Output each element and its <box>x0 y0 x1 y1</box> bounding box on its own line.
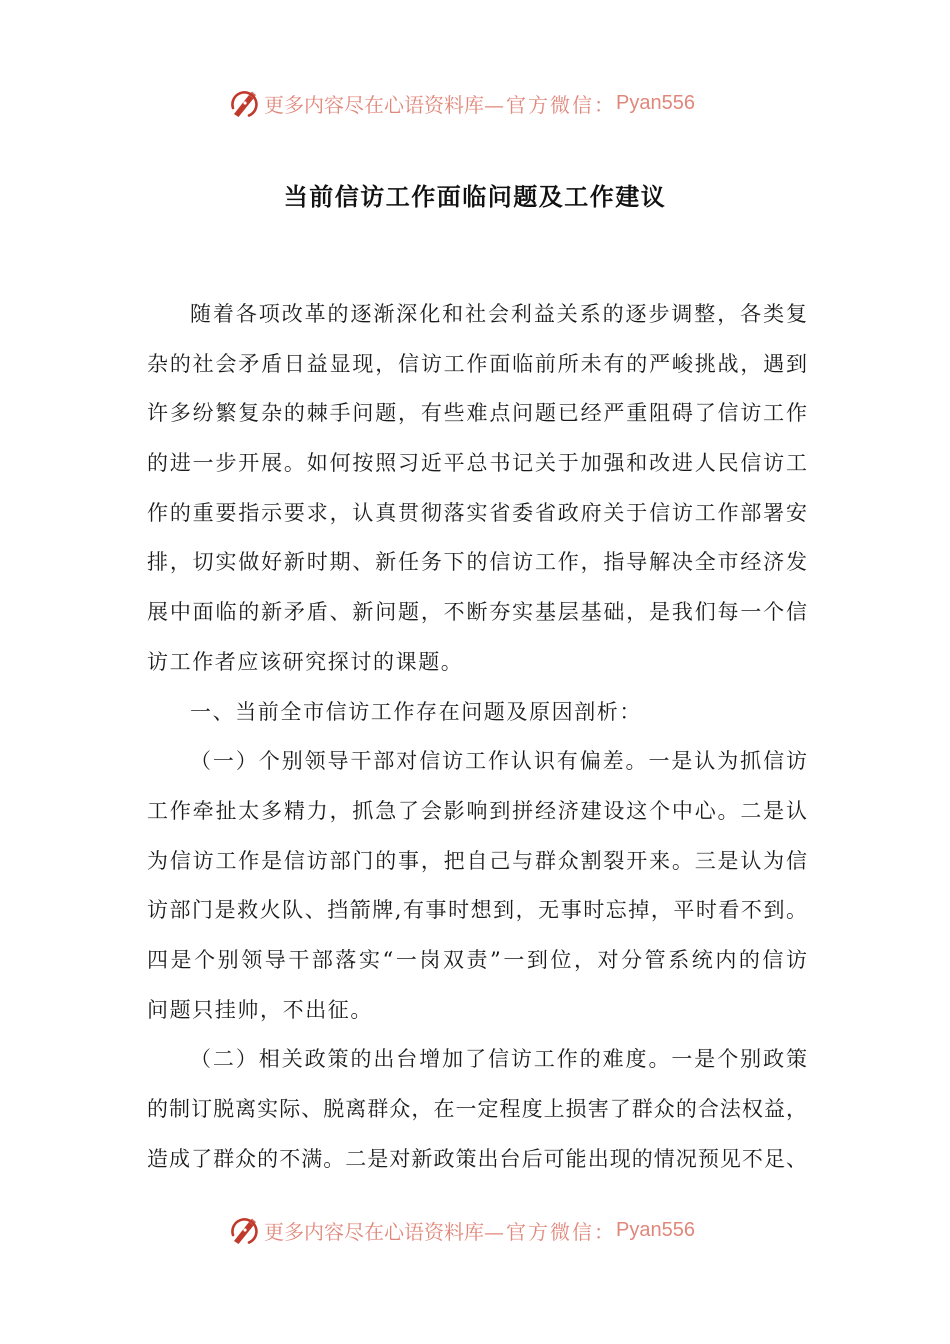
watermark-wechat-label: —官方微信： <box>484 92 616 117</box>
watermark-wechat-id: Pyan556 <box>616 91 695 114</box>
watermark-wechat-label: —官方微信： <box>484 1219 616 1244</box>
paragraph-line: 随着各项改革的逐渐深化和社会利益关系的逐步调整，各类复 <box>190 302 807 326</box>
section-heading <box>147 688 807 738</box>
paragraph-line: 访工作者应该研究探讨的课题。 <box>147 649 464 674</box>
watermark-wechat-id: Pyan556 <box>616 1218 695 1241</box>
paragraph-line: 的制订脱离实际、脱离群众，在一定程度上损害了群众的合法权益， <box>147 1097 807 1121</box>
paragraph-line: 杂的社会矛盾日益显现，信访工作面临前所未有的严峻挑战，遇到 <box>147 351 807 376</box>
paragraph-line: 工作牵扯太多精力，抓急了会影响到拼经济建设这个中心。二是认 <box>147 798 807 823</box>
paragraph-subsection-1 <box>147 737 807 1035</box>
paragraph-line: 问题只挂帅，不出征。 <box>147 997 373 1022</box>
paragraph-intro <box>147 290 807 688</box>
paragraph-line: 排，切实做好新时期、新任务下的信访工作，指导解决全市经济发 <box>147 550 807 575</box>
paragraph-line: 的进一步开展。如何按照习近平总书记关于加强和改进人民信访工 <box>147 451 807 476</box>
document-title: 当前信访工作面临问题及工作建议 <box>283 183 667 211</box>
paragraph-line: 展中面临的新矛盾、新问题，不断夯实基层基础，是我们每一个信 <box>147 600 807 625</box>
paragraph-line: 造成了群众的不满。二是对新政策出台后可能出现的情况预见不足、 <box>147 1146 807 1171</box>
watermark-text: 更多内容尽在心语资料库 <box>264 1219 484 1244</box>
header-watermark <box>226 85 695 121</box>
watermark-text: 更多内容尽在心语资料库 <box>264 92 484 117</box>
section-heading-line: 一、当前全市信访工作存在问题及原因剖析： <box>190 699 642 724</box>
paragraph-line: 访部门是救火队、挡箭牌,有事时想到，无事时忘掉，平时看不到。 <box>147 898 807 923</box>
paragraph-line: 为信访工作是信访部门的事，把自己与群众割裂开来。三是认为信 <box>147 848 807 873</box>
footer-watermark <box>226 1212 695 1248</box>
pen-seal-icon <box>226 86 260 120</box>
paragraph-line: （一）个别领导干部对信访工作认识有偏差。一是认为抓信访 <box>190 749 807 774</box>
paragraph-line: 四是个别领导干部落实“一岗双责”一到位，对分管系统内的信访 <box>147 947 807 972</box>
paragraph-line: 许多纷繁复杂的棘手问题，有些难点问题已经严重阻碍了信访工作 <box>147 401 807 426</box>
document-body <box>147 290 807 1184</box>
paragraph-subsection-2 <box>147 1035 807 1184</box>
paragraph-line: （二）相关政策的出台增加了信访工作的难度。一是个别政策 <box>190 1047 807 1072</box>
paragraph-line: 作的重要指示要求，认真贯彻落实省委省政府关于信访工作部署安 <box>147 500 807 525</box>
pen-seal-icon <box>226 1213 260 1247</box>
